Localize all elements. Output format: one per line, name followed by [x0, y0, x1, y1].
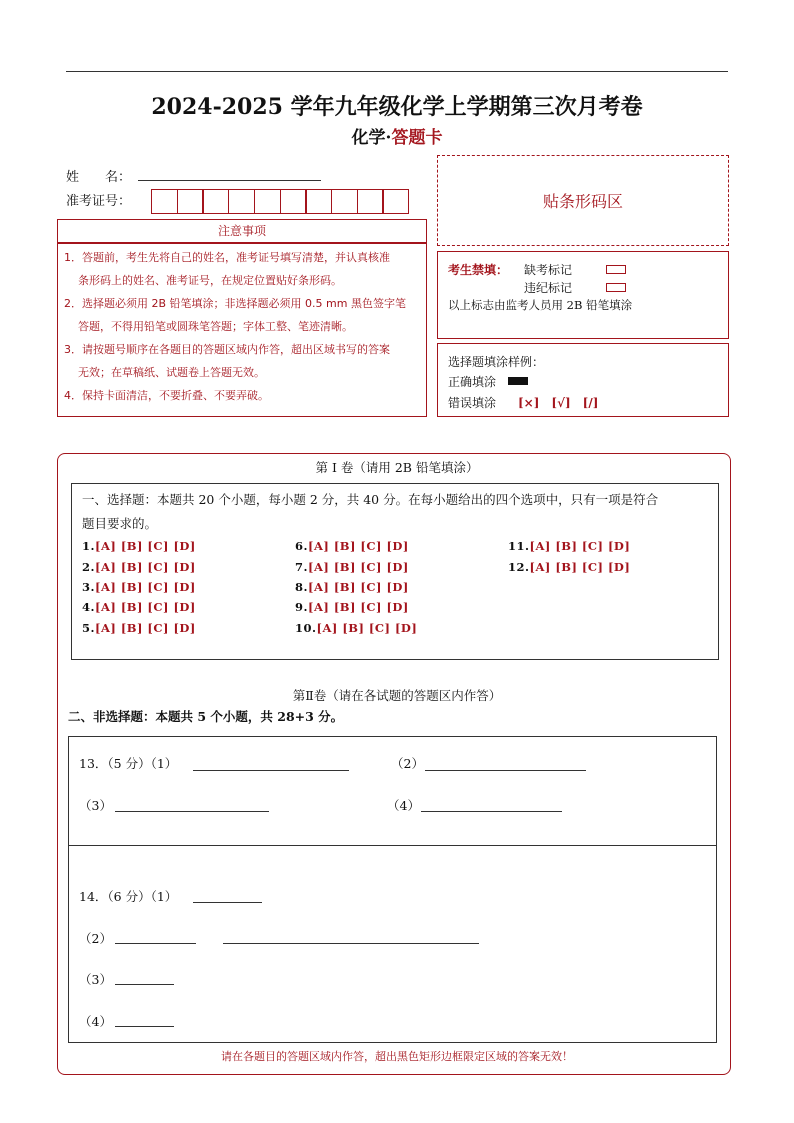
notice-box: [57, 243, 427, 417]
q14-answer-2a[interactable]: [115, 943, 196, 944]
q13-part-4: （4）: [387, 798, 420, 813]
mcq-row-3[interactable]: 3.[A] [B] [C] [D]: [82, 580, 196, 594]
violation-label: 违纪标记: [524, 281, 573, 295]
part2-instruction: 二、非选择题：本题共 5 个小题，共 28+3 分。: [68, 709, 344, 724]
q14-part-3: （3）: [79, 972, 112, 987]
notice-item: 答题，不得用铅笔或圆珠笔答题；字体工整、笔迹清晰。: [78, 320, 353, 333]
page-subtitle: [0, 123, 794, 148]
mcq-instruction-cont: 题目要求的。: [82, 516, 158, 531]
notice-item: 3．请按题号顺序在各题目的答题区域内作答，超出区域书写的答案: [64, 343, 390, 356]
q13-answer-3[interactable]: [115, 811, 269, 812]
exam-rules-note: 以上标志由监考人员用 2B 铅笔填涂: [448, 298, 633, 312]
q13-answer-4[interactable]: [421, 811, 562, 812]
q13-answer-2[interactable]: [425, 770, 586, 771]
question-divider: [69, 845, 716, 846]
id-digit-box[interactable]: [202, 189, 229, 214]
mcq-row-2[interactable]: 2.[A] [B] [C] [D]: [82, 560, 196, 574]
correct-fill-sample: [508, 377, 528, 385]
mcq-row-10[interactable]: 10.[A] [B] [C] [D]: [295, 621, 418, 635]
mcq-row-12[interactable]: 12.[A] [B] [C] [D]: [508, 560, 631, 574]
mcq-row-1[interactable]: 1.[A] [B] [C] [D]: [82, 539, 196, 553]
name-label: 姓 名：: [66, 170, 132, 185]
q13-part-3: （3）: [79, 798, 112, 813]
footer-warning: 请在各题目的答题区域内作答，超出黑色矩形边框限定区域的答案无效！: [221, 1050, 573, 1063]
wrong-fill-samples: [×] [√] [/]: [518, 396, 599, 410]
exam-rules-box: [437, 251, 729, 339]
mcq-section: [71, 483, 719, 660]
id-digit-box[interactable]: [305, 189, 332, 214]
absent-label: 缺考标记: [524, 263, 573, 277]
q14-answer-2b[interactable]: [223, 943, 479, 944]
id-digit-box[interactable]: [151, 189, 178, 214]
mcq-row-5[interactable]: 5.[A] [B] [C] [D]: [82, 621, 196, 635]
top-rule: [66, 71, 728, 72]
mcq-row-6[interactable]: 6.[A] [B] [C] [D]: [295, 539, 409, 553]
q14-answer-1[interactable]: [193, 902, 262, 903]
notice-item: 条形码上的姓名、准考证号，在规定位置贴好条形码。: [78, 274, 342, 287]
free-response-section: [68, 736, 717, 1043]
q14-answer-4[interactable]: [115, 1026, 174, 1027]
id-digit-box[interactable]: [331, 189, 358, 214]
q14-label: 14．（6 分）（1）: [79, 889, 178, 904]
notice-item: 无效；在草稿纸、试题卷上答题无效。: [78, 366, 265, 379]
id-digit-box[interactable]: [382, 189, 409, 214]
mcq-row-11[interactable]: 11.[A] [B] [C] [D]: [508, 539, 631, 553]
id-digit-box[interactable]: [228, 189, 255, 214]
violation-mark-box[interactable]: [606, 283, 626, 292]
id-digit-box[interactable]: [254, 189, 281, 214]
name-field[interactable]: [138, 180, 321, 181]
subject-label: 化学·: [351, 128, 392, 148]
notice-item: 2．选择题必须用 2B 铅笔填涂；非选择题必须用 0.5 mm 黑色签字笔: [64, 297, 406, 310]
notice-item: 1．答题前，考生先将自己的姓名，准考证号填写清楚，并认真核准: [64, 251, 390, 264]
exam-rules-label: 考生禁填：: [448, 263, 509, 277]
part1-heading: 第 I 卷（请用 2B 铅笔填涂）: [315, 460, 479, 475]
notice-heading: 注意事项: [57, 219, 427, 243]
correct-fill-label: 正确填涂: [448, 375, 497, 389]
mcq-row-4[interactable]: 4.[A] [B] [C] [D]: [82, 600, 196, 614]
id-digit-box[interactable]: [280, 189, 307, 214]
barcode-area: [437, 155, 729, 246]
id-digit-box[interactable]: [357, 189, 384, 214]
wrong-fill-label: 错误填涂: [448, 396, 497, 410]
page-title: 2024-2025 学年九年级化学上学期第三次月考卷: [151, 94, 643, 120]
id-number-boxes[interactable]: [151, 189, 408, 214]
q14-answer-3[interactable]: [115, 984, 174, 985]
id-digit-box[interactable]: [177, 189, 204, 214]
mcq-row-7[interactable]: 7.[A] [B] [C] [D]: [295, 560, 409, 574]
mcq-row-9[interactable]: 9.[A] [B] [C] [D]: [295, 600, 409, 614]
q13-label: 13．（5 分）（1）: [79, 756, 178, 771]
barcode-label: 贴条形码区: [542, 192, 623, 211]
absent-mark-box[interactable]: [606, 265, 626, 274]
mcq-instruction: 一、选择题：本题共 20 个小题，每小题 2 分，共 40 分。在每小题给出的四个选项中，只有一项是符合: [82, 492, 659, 507]
mcq-row-8[interactable]: 8.[A] [B] [C] [D]: [295, 580, 409, 594]
q13-answer-1[interactable]: [193, 770, 349, 771]
q14-part-2: （2）: [79, 931, 112, 946]
q14-part-4: （4）: [79, 1014, 112, 1029]
notice-item: 4．保持卡面清洁，不要折叠、不要弄破。: [64, 389, 269, 402]
fill-sample-box: [437, 343, 729, 417]
q13-part-2: （2）: [391, 756, 424, 771]
part2-heading: 第Ⅱ卷（请在各试题的答题区内作答）: [292, 688, 502, 703]
answer-card-label: 答题卡: [391, 128, 443, 148]
id-label: 准考证号：: [66, 194, 132, 209]
fill-sample-heading: 选择题填涂样例：: [448, 355, 545, 369]
